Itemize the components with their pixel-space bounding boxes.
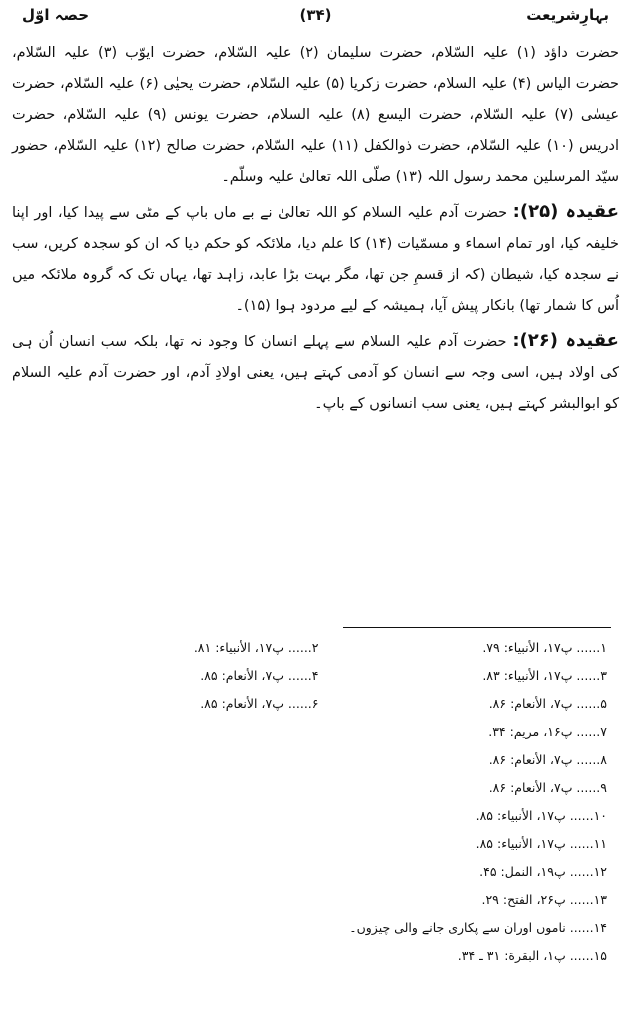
footnote-row bbox=[30, 752, 607, 780]
footnote-2: ۲...... پ۱۷، الأنبياء: ۸۱. bbox=[193, 640, 319, 655]
footnote-12: ۱۲...... پ۱۹، النمل: ۴۵. bbox=[479, 864, 607, 879]
footnote-row bbox=[30, 948, 607, 976]
footnote-row bbox=[30, 696, 607, 724]
footnote-6: ۶...... پ۷، الأنعام: ۸۵. bbox=[200, 696, 319, 711]
footnote-14: ۱۴...... ناموں اوران سے پکاری جانے والی چیزوں۔ bbox=[349, 920, 607, 935]
aqeeda-26-label: عقیدہ (۲۶): bbox=[512, 330, 619, 351]
footnote-7: ۷...... پ۱۶، مريم: ۳۴. bbox=[488, 724, 607, 739]
footnote-divider bbox=[343, 627, 611, 628]
footnote-13: ۱۳...... پ۲۶، الفتح: ۲۹. bbox=[481, 892, 607, 907]
aqeeda-26-paragraph bbox=[12, 325, 619, 420]
footnote-row bbox=[30, 836, 607, 864]
main-text bbox=[12, 38, 619, 423]
footnote-3: ۳...... پ۱۷، الأنبياء: ۸۳. bbox=[482, 668, 607, 683]
footnote-5: ۵...... پ۷، الأنعام: ۸۶. bbox=[488, 696, 607, 711]
aqeeda-26-text: حضرت آدم علیہ السلام سے پہلے انسان کا وجود نہ تھا، بلکہ سب انسان اُن ہی کی اولاد ہیں، اسی وجہ سے انسان کو آدمی کہتے ہیں، یعنی اولادِ آدم، اور حضرت آدم علیہ السلام کو ابوالبشر کہتے ہیں، یعنی سب انسانوں کے باپ۔ bbox=[12, 334, 619, 412]
footnote-row bbox=[30, 780, 607, 808]
footnote-11: ۱۱...... پ۱۷، الأنبياء: ۸۵. bbox=[475, 836, 607, 851]
aqeeda-25-paragraph bbox=[12, 196, 619, 322]
page-number: (۳۴) bbox=[299, 6, 332, 24]
aqeeda-25-text: حضرت آدم علیہ السلام کو اللہ تعالیٰ نے بے ماں باپ کے مٹی سے پیدا کیا، اور اپنا خلیفہ کیا، اور تمام اسماء و مسمّیات (۱۴) کا علم دیا، ملائکہ کو حکم دیا کہ ان کو سجدہ کریں، سب نے سجدہ کیا، شیطان (کہ از قسمِ جن تھا، مگر بہت بڑا عابد، زاہد تھا، یہاں تک کہ گروہ ملائکہ میں اُس کا شمار تھا) بانکار پیش آیا، ہمیشہ کے لیے مردود ہوا (۱۵)۔ bbox=[12, 205, 619, 314]
footnote-row bbox=[30, 808, 607, 836]
page-header bbox=[22, 6, 609, 30]
footnote-row bbox=[30, 668, 607, 696]
book-title: بہارِشریعت bbox=[526, 6, 609, 24]
part-label: حصہ اوّل bbox=[22, 6, 90, 24]
footnotes bbox=[30, 640, 607, 976]
aqeeda-25-label: عقیدہ (۲۵): bbox=[512, 201, 619, 222]
footnote-15: ۱۵...... پ۱، البقرة: ۳۱ ـ ۳۴. bbox=[457, 948, 607, 963]
footnote-1: ۱...... پ۱۷، الأنبياء: ۷۹. bbox=[482, 640, 607, 655]
footnote-row bbox=[30, 892, 607, 920]
footnote-10: ۱۰...... پ۱۷، الأنبياء: ۸۵. bbox=[475, 808, 607, 823]
footnote-row bbox=[30, 920, 607, 948]
footnote-4: ۴...... پ۷، الأنعام: ۸۵. bbox=[200, 668, 319, 683]
footnote-row bbox=[30, 864, 607, 892]
prophets-list-paragraph bbox=[12, 38, 619, 193]
prophets-list-text: حضرت داؤد (۱) علیہ السّلام، حضرت سلیمان (۲) علیہ السّلام، حضرت ایوّب (۳) علیہ السّلام، حضرت الیاس (۴) علیہ السلام، حضرت زکریا (۵) علیہ السّلام، حضرت یحیٰی (۶) علیہ السّلام، حضرت عیسٰی (۷) علیہ السّلام، حضرت الیسع (۸) علیہ السلام، حضرت یونس (۹) علیہ السّلام، حضرت ادریس (۱۰) علیہ السّلام، حضرت ذوالکفل (۱۱) علیہ السّلام، حضرت صالح (۱۲) علیہ السّلام، حضور سیّد المرسلین محمد رسول اللہ (۱۳) صلّی اللہ تعالیٰ علیہ وسلّم۔ bbox=[12, 45, 619, 185]
footnote-row bbox=[30, 724, 607, 752]
footnote-9: ۹...... پ۷، الأنعام: ۸۶. bbox=[488, 780, 607, 795]
footnote-8: ۸...... پ۷، الأنعام: ۸۶. bbox=[488, 752, 607, 767]
footnote-row bbox=[30, 640, 607, 668]
